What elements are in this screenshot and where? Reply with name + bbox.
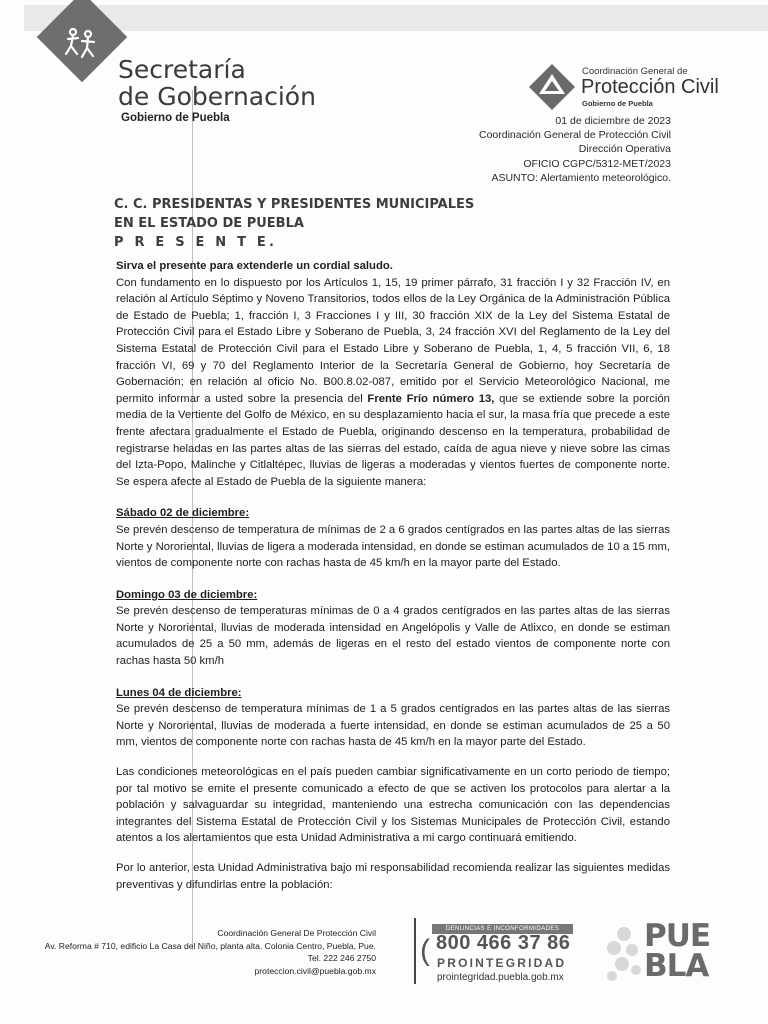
intro-text-b: que se extiende sobre la porción media de la Vertiente del Golfo de México, en su desplazamiento hacia el sur, la masa fría que precede a este frente afectara gradualmente el Estado de Puebla, originando descenso en la temperatura, probabilidad de registrarse heladas en las partes altas de las sierras del estado, caída de agua nieve y nieve sobre las cimas del Izta-Popo, Malinche y Citlaltépec, lluvias de ligeras a moderadas y vientos fuertes de componente norte. Se espera afecte al Estado de Puebla de la siguiente manera: [116,392,670,488]
greeting: Sirva el presente para extenderle un cordial saludo. [116,260,393,272]
intro-text-a: Con fundamento en lo dispuesto por los Artículos 1, 15, 19 primer párrafo, 31 fracción I y 32 Fracción IV, en relación al Artículo Séptimo y Noveno Transitorios, todos ellos de la Ley Orgánica de la Administración Pública de Estado de Puebla; 1, fracción I, 3 Fracciones I y III, 30 fracción XIX de la Ley del Sistema Estatal de Protección Civil para el Estado Libre y Soberano de Puebla, 3, 24 fracción XVI del Reglamento de la Ley del Sistema Estatal de Protección Civil para el Estado Libre y Soberano de Puebla, 1, 4, 5 fracción VII, 6, 18 fracción VI, 69 y 70 del Reglamento Interior de la Secretaría General de Gobierno, hoy Secretaría de Gobernación; en relación al oficio No. B00.8.02-087, emitido por el Servicio Meteorológico Nacional, me permito informar a usted sobre la presencia del [116,276,670,405]
cgpc-small-label: Coordinación General de [582,66,688,77]
intro-paragraph [116,275,670,491]
day3-text: Se prevén descenso de temperatura mínimas de 1 a 5 grados centígrados en las partes altas de las sierras Norte y Nororiental, lluvias de moderada a fuerte intensidad, en donde se estiman acumulados de 25 a 50 mm, vientos de componente norte con rachas hasta de 45 km/h en la mayor parte del Estado. [116,703,670,749]
prointegridad-phone: 800 466 37 86 [436,932,571,954]
conditions-paragraph: Las condiciones meteorológicas en el país pueden cambiar significativamente en un corto periodo de tiempo; por tal motivo se emite el presente comunicado a efecto de que se activen los protocolos para alertar a la población y salvaguardar su integridad, manteniendo una estrecha comunicación con las dependencias integrantes del Sistema Estatal de Protección Civil y los Sistemas Municipales de Protección Civil, estando atentos a los alertamientos que esta Unidad Administrativa a mi cargo continuará emitiendo. [116,766,670,845]
prointegridad-label: PROINTEGRIDAD [437,956,567,970]
cgpc-gobierno-label: Gobierno de Puebla [582,99,653,108]
addressee-presente: P R E S E N T E. [114,235,278,250]
meta-org: Coordinación General de Protección Civil [478,129,671,142]
cgpc-big-label: Protección Civil [581,76,719,98]
footer-tel: Tel. 222 246 2750 [307,953,376,964]
intro-frente-frio: Frente Frío número 13, [367,392,495,405]
closing-paragraph: Por lo anterior, esta Unidad Administrativa bajo mi responsabilidad recomienda realizar las siguientes medidas preventivas y difundirlas entre la población: [116,862,670,891]
meta-asunto: ASUNTO: Alertamiento meteorológico. [491,171,671,184]
secretaria-logo-icon [60,24,104,68]
secretaria-title [118,56,316,110]
meta-oficio: OFICIO CGPC/5312-MET/2023 [523,157,671,170]
phone-handset-icon: ( [420,934,430,967]
meta-direction: Dirección Operativa [578,143,671,156]
footer-divider [414,918,416,984]
secretaria-title-line2: de Gobernación [118,82,316,111]
letter-body [116,258,670,893]
puebla-wordmark [644,918,711,984]
proteccion-civil-logo-icon [527,62,577,112]
day1-heading: Sábado 02 de diciembre: [116,507,250,520]
puebla-wordmark-line1: PUE [644,918,711,954]
prointegridad-url: prointegridad.puebla.gob.mx [437,972,564,983]
addressee-block [114,195,474,252]
day3-heading: Lunes 04 de diciembre: [116,686,242,699]
document-meta [479,114,671,185]
footer-contact [45,927,376,977]
puebla-wordmark-line2: BLA [644,948,709,984]
day2-text: Se prevén descenso de temperaturas mínimas de 0 a 4 grados centígrados en las partes altas de las sierras Norte y Nororiental, lluvias de moderada intensidad en Angelópolis y Valle de Atlixco, en donde se estiman acumulados de 25 a 50 mm, además de ligeras en el resto del estado vientos de componente norte con rachas hasta 50 km/h [116,605,670,668]
footer-email: proteccion.civil@puebla.gob.mx [254,965,376,976]
footer-org: Coordinación General De Protección Civil [217,928,376,938]
day2-heading: Domingo 03 de diciembre: [116,588,258,601]
denuncias-badge: DENUNCIAS E INCONFORMIDADES [432,924,573,934]
secretaria-title-line1: Secretaría [118,55,246,84]
day1-text: Se prevén descenso de temperatura de mínimas de 2 a 6 grados centígrados en las partes altas de las sierras Norte y Nororiental, lluvias de ligera a moderada intensidad, en donde se estiman acumulados de 10 a 15 mm, vientos de componente norte con rachas hasta de 45 km/h en la mayor parte del Estado. [116,523,670,570]
meta-date: 01 de diciembre de 2023 [555,115,671,127]
footer-address: Av. Reforma # 710, edificio La Casa del Niño, planta alta. Colonia Centro, Puebla, Pue. [44,940,376,951]
secretaria-subtitle: Gobierno de Puebla [121,112,230,124]
scan-top-band [24,5,768,31]
addressee-line1: C. C. PRESIDENTAS Y PRESIDENTES MUNICIPALES [114,197,475,212]
addressee-line2: EN EL ESTADO DE PUEBLA [114,216,304,231]
